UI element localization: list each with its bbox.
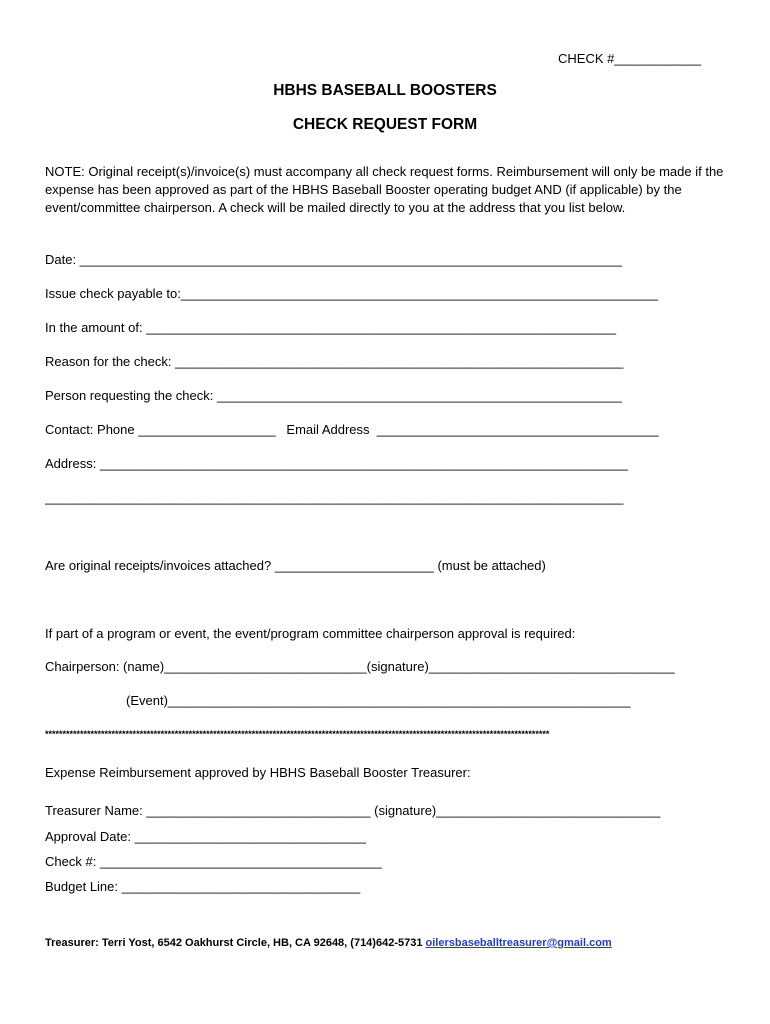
- amount-field[interactable]: In the amount of: _________________________________________________________________: [45, 320, 617, 335]
- approval-note: If part of a program or event, the event/program committee chairperson approval is required:: [45, 626, 576, 641]
- footer: [45, 937, 612, 949]
- person-requesting-field[interactable]: Person requesting the check: ________________________________________________________: [45, 388, 622, 403]
- reason-field[interactable]: Reason for the check: ______________________________________________________________: [45, 354, 624, 369]
- approval-date-field[interactable]: Approval Date: ________________________________: [45, 829, 366, 844]
- receipts-attached-field[interactable]: Are original receipts/invoices attached? ______________________ (must be attached): [45, 558, 546, 573]
- check-number-field[interactable]: CHECK #____________: [558, 51, 702, 66]
- treasurer-email-link[interactable]: oilersbaseballtreasurer@gmail.com: [425, 937, 612, 949]
- date-field[interactable]: Date: ___________________________________________________________________________: [45, 252, 622, 267]
- contact-field[interactable]: Contact: Phone ___________________ Email Address _______________________________________: [45, 422, 659, 437]
- treasurer-heading: Expense Reimbursement approved by HBHS Baseball Booster Treasurer:: [45, 765, 471, 780]
- form-title: HBHS BASEBALL BOOSTERS: [273, 82, 497, 99]
- address-line-2[interactable]: ________________________________________________________________________________: [45, 490, 624, 505]
- separator-line: ************************************************************************************************************************************************: [45, 729, 550, 739]
- event-field[interactable]: (Event)________________________________________________________________: [126, 693, 631, 708]
- note-paragraph: NOTE: Original receipt(s)/invoice(s) must accompany all check request forms. Reimbursement will only be made if the expense has been approved as part of the HBHS Baseball Booster operating budget AND (if applicable) by the event/committee chairperson. A check will be mailed directly to you at the address that you list below.: [45, 164, 724, 215]
- budget-line-field[interactable]: Budget Line: _________________________________: [45, 879, 361, 894]
- check-no-field[interactable]: Check #: _______________________________________: [45, 854, 382, 869]
- form-subtitle: CHECK REQUEST FORM: [292, 116, 478, 133]
- payable-to-field[interactable]: Issue check payable to:__________________________________________________________________: [45, 286, 659, 301]
- footer-text: Treasurer: Terri Yost, 6542 Oakhurst Circle, HB, CA 92648, (714)642-5731: [45, 937, 426, 949]
- address-field[interactable]: Address: _________________________________________________________________________: [45, 456, 628, 471]
- chairperson-field[interactable]: Chairperson: (name)____________________________(signature)__________________________________: [45, 659, 675, 674]
- treasurer-name-field[interactable]: Treasurer Name: _______________________________ (signature)_______________________________: [45, 803, 661, 818]
